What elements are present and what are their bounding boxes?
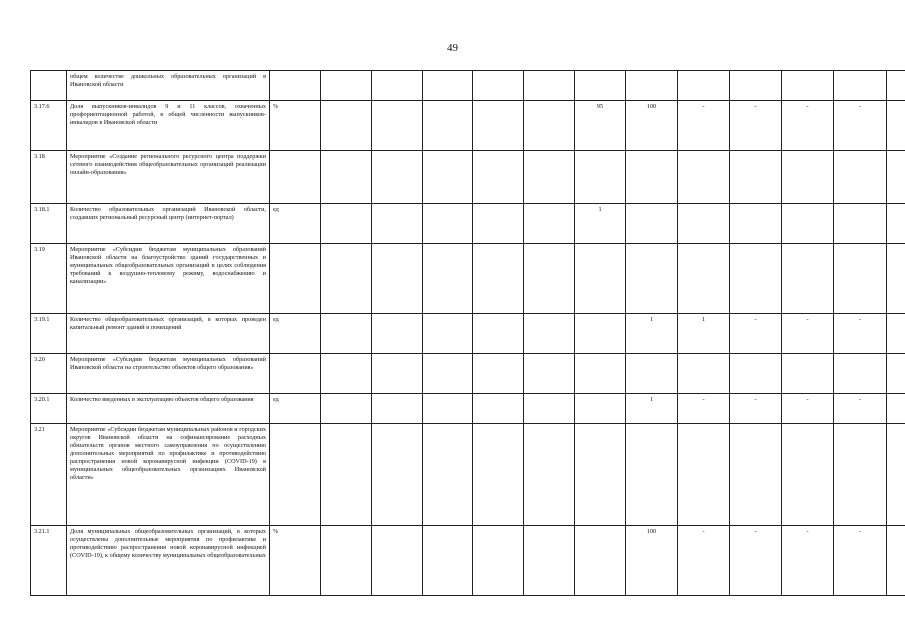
value-cell (730, 71, 782, 101)
value-cell (887, 394, 905, 424)
value-cell (423, 526, 473, 596)
value-cell (626, 151, 678, 204)
row-description: Количество образовательных организаций Ивановской области, создавших региональный ресурсный центр (интернет-портал) (67, 204, 270, 244)
value-cell: 95 (575, 101, 626, 151)
value-cell (887, 526, 905, 596)
value-cell: 1 (626, 394, 678, 424)
value-cell: - (730, 394, 782, 424)
value-cell (372, 101, 423, 151)
row-number (31, 71, 67, 101)
value-cell (887, 71, 905, 101)
value-cell: - (834, 314, 887, 354)
row-unit (270, 71, 321, 101)
value-cell (678, 244, 730, 314)
value-cell (782, 354, 834, 394)
value-cell (834, 354, 887, 394)
value-cell (782, 244, 834, 314)
table-body (31, 71, 905, 596)
row-description: общем количестве дошкольных образовательных организаций в Ивановской области (67, 71, 270, 101)
page-number: 49 (447, 42, 458, 54)
value-cell (321, 101, 372, 151)
row-unit (270, 424, 321, 526)
table-row (31, 354, 905, 394)
row-number: 3.21.1 (31, 526, 67, 596)
table-row (31, 526, 905, 596)
value-cell (473, 424, 524, 526)
value-cell (730, 204, 782, 244)
value-cell: - (834, 526, 887, 596)
value-cell (423, 314, 473, 354)
value-cell (423, 71, 473, 101)
value-cell (473, 101, 524, 151)
value-cell (372, 151, 423, 204)
value-cell (887, 424, 905, 526)
value-cell (782, 151, 834, 204)
row-description: Мероприятие «Субсидии бюджетам муниципальных районов и городских округов Ивановской области на софинансирование расходных обязательств органов местного самоуправления по осуществлению дополнительных мероприятий по профилактике и противодействию распространения новой коронавирусной инфекции (COVID-19) в муниципальных общеобразовательных организациях Ивановской области» (67, 424, 270, 526)
value-cell (321, 71, 372, 101)
row-unit (270, 354, 321, 394)
value-cell (473, 71, 524, 101)
value-cell: - (730, 101, 782, 151)
value-cell (887, 354, 905, 394)
row-description: Количество введенных в эксплуатацию объектов общего образования (67, 394, 270, 424)
value-cell (678, 71, 730, 101)
value-cell (473, 526, 524, 596)
value-cell (524, 424, 575, 526)
row-unit (270, 244, 321, 314)
value-cell (321, 244, 372, 314)
value-cell (423, 101, 473, 151)
value-cell (782, 424, 834, 526)
value-cell (575, 314, 626, 354)
value-cell (473, 354, 524, 394)
value-cell: - (730, 526, 782, 596)
row-number: 3.21 (31, 424, 67, 526)
value-cell (321, 151, 372, 204)
value-cell: - (678, 526, 730, 596)
value-cell (372, 314, 423, 354)
value-cell (321, 314, 372, 354)
row-description: Мероприятие «Субсидии бюджетам муниципальных образований Ивановской области на строительство объектов общего образования» (67, 354, 270, 394)
row-number: 3.18.1 (31, 204, 67, 244)
table-row (31, 151, 905, 204)
value-cell: - (730, 314, 782, 354)
value-cell (678, 151, 730, 204)
value-cell (887, 244, 905, 314)
value-cell (473, 394, 524, 424)
value-cell (321, 424, 372, 526)
value-cell (423, 204, 473, 244)
row-description: Количество общеобразовательных организаций, в которых проведен капитальный ремонт зданий и помещений (67, 314, 270, 354)
value-cell (524, 314, 575, 354)
value-cell: 1 (575, 204, 626, 244)
value-cell (678, 354, 730, 394)
value-cell: 1 (678, 314, 730, 354)
value-cell (372, 424, 423, 526)
value-cell (372, 204, 423, 244)
value-cell (834, 71, 887, 101)
value-cell: 100 (626, 526, 678, 596)
value-cell (372, 526, 423, 596)
value-cell (575, 71, 626, 101)
value-cell: - (834, 101, 887, 151)
value-cell (626, 354, 678, 394)
table-row (31, 394, 905, 424)
value-cell (575, 244, 626, 314)
value-cell (834, 151, 887, 204)
value-cell: 1 (626, 314, 678, 354)
value-cell (782, 204, 834, 244)
value-cell (524, 101, 575, 151)
value-cell (423, 151, 473, 204)
row-unit: ед (270, 394, 321, 424)
value-cell (372, 71, 423, 101)
value-cell (423, 244, 473, 314)
value-cell (730, 244, 782, 314)
value-cell (524, 394, 575, 424)
row-unit: ед (270, 204, 321, 244)
value-cell (575, 151, 626, 204)
value-cell (730, 151, 782, 204)
value-cell (887, 314, 905, 354)
table-row (31, 204, 905, 244)
table-row (31, 424, 905, 526)
value-cell (730, 424, 782, 526)
value-cell (887, 204, 905, 244)
value-cell (626, 244, 678, 314)
row-description: Доля муниципальных общеобразовательных организаций, в которых осуществлены дополнительные мероприятия по профилактике и противодействию распространения новой коронавирусной инфекцией (COVID-19), к общему количеству муниципальных общеобразовательных (67, 526, 270, 596)
value-cell (473, 204, 524, 244)
value-cell (524, 151, 575, 204)
value-cell (575, 394, 626, 424)
value-cell (372, 394, 423, 424)
value-cell (678, 204, 730, 244)
value-cell (524, 244, 575, 314)
value-cell (626, 71, 678, 101)
value-cell (321, 526, 372, 596)
value-cell (423, 394, 473, 424)
row-number: 3.18 (31, 151, 67, 204)
value-cell (678, 424, 730, 526)
value-cell (782, 71, 834, 101)
value-cell (887, 101, 905, 151)
value-cell (575, 354, 626, 394)
row-number: 3.20.1 (31, 394, 67, 424)
value-cell (473, 244, 524, 314)
row-number: 3.17.6 (31, 101, 67, 151)
value-cell: - (782, 314, 834, 354)
value-cell (524, 71, 575, 101)
value-cell (834, 424, 887, 526)
row-description: Доля выпускников-инвалидов 9 и 11 классов, охваченных профориентационной работой, в общей численности выпускников-инвалидов в Ивановской области (67, 101, 270, 151)
value-cell (524, 204, 575, 244)
value-cell (626, 204, 678, 244)
row-number: 3.20 (31, 354, 67, 394)
table-row (31, 101, 905, 151)
row-unit (270, 151, 321, 204)
row-description: Мероприятие «Субсидии бюджетам муниципальных образований Ивановской области на благоустройство зданий государственных и муниципальных общеобразовательных организаций в целях соблюдения требований к воздушно-тепловому режиму, водоснабжению и канализации» (67, 244, 270, 314)
table-row (31, 314, 905, 354)
value-cell (321, 394, 372, 424)
value-cell (834, 244, 887, 314)
value-cell (321, 204, 372, 244)
value-cell: - (782, 101, 834, 151)
value-cell (423, 424, 473, 526)
value-cell (626, 424, 678, 526)
value-cell (473, 314, 524, 354)
table-row (31, 71, 905, 101)
value-cell: - (782, 526, 834, 596)
value-cell (524, 354, 575, 394)
value-cell: - (782, 394, 834, 424)
row-number: 3.19 (31, 244, 67, 314)
value-cell: - (678, 101, 730, 151)
value-cell (524, 526, 575, 596)
value-cell: - (834, 394, 887, 424)
value-cell (730, 354, 782, 394)
row-unit: % (270, 101, 321, 151)
value-cell (321, 354, 372, 394)
row-number: 3.19.1 (31, 314, 67, 354)
value-cell (887, 151, 905, 204)
value-cell (473, 151, 524, 204)
value-cell (575, 526, 626, 596)
row-unit: ед (270, 314, 321, 354)
value-cell (834, 204, 887, 244)
value-cell: 100 (626, 101, 678, 151)
value-cell (423, 354, 473, 394)
row-unit: % (270, 526, 321, 596)
value-cell (575, 424, 626, 526)
value-cell: - (678, 394, 730, 424)
table-row (31, 244, 905, 314)
value-cell (372, 354, 423, 394)
indicators-table (30, 70, 905, 596)
value-cell (372, 244, 423, 314)
row-description: Мероприятие «Создание регионального ресурсного центра поддержки сетевого взаимодействия общеобразовательных организаций реализации онлайн-образования» (67, 151, 270, 204)
